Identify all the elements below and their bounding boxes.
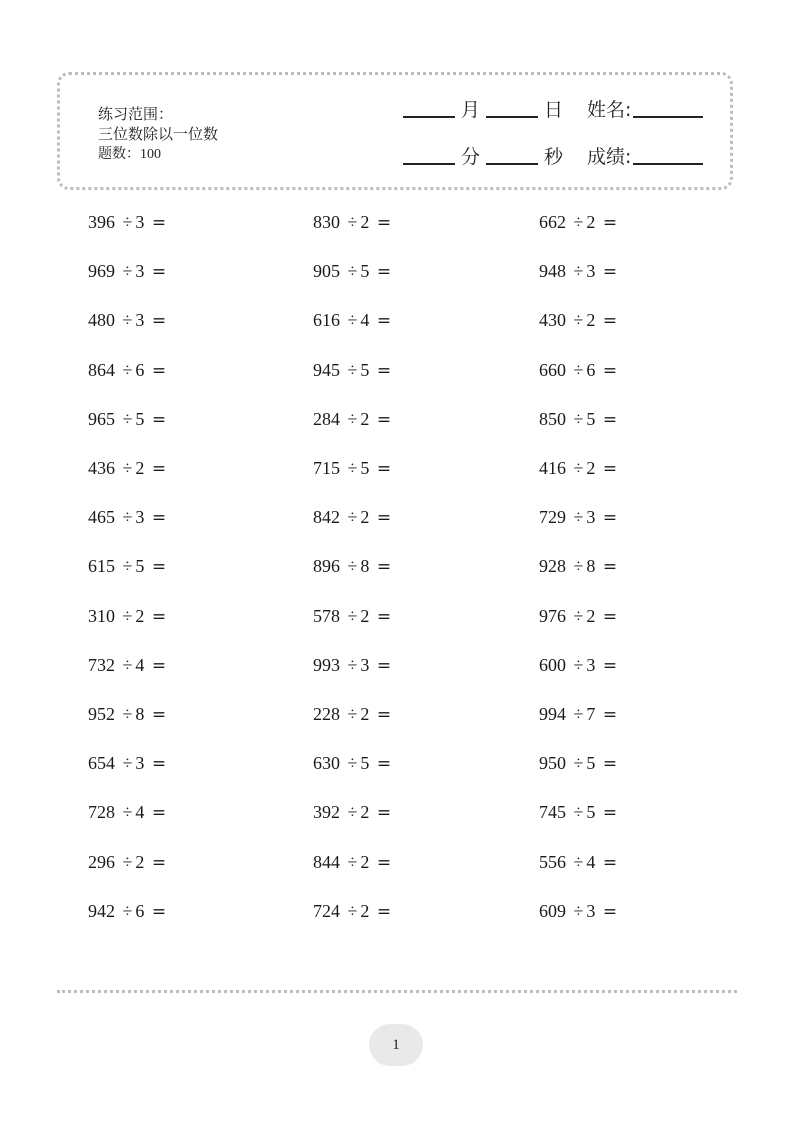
problem-item bbox=[539, 211, 617, 234]
footer-divider bbox=[57, 990, 737, 993]
equals-sign: = bbox=[376, 360, 392, 381]
divisor: 2 bbox=[360, 605, 370, 626]
divisor: 3 bbox=[586, 900, 596, 921]
equals-sign: = bbox=[376, 557, 392, 578]
divisor: 6 bbox=[586, 359, 596, 380]
equals-sign: = bbox=[376, 754, 392, 775]
dividend: 556 bbox=[539, 851, 566, 872]
equals-sign: = bbox=[151, 606, 167, 627]
divisor: 2 bbox=[360, 507, 370, 528]
dividend: 969 bbox=[88, 261, 115, 282]
equals-sign: = bbox=[602, 705, 618, 725]
divisor: 4 bbox=[135, 802, 145, 823]
divisor: 3 bbox=[360, 654, 370, 675]
dividend: 842 bbox=[313, 507, 340, 528]
divide-sign: ÷ bbox=[122, 605, 133, 626]
divisor: 5 bbox=[360, 753, 370, 774]
problem-item bbox=[88, 408, 166, 431]
dividend: 630 bbox=[313, 753, 340, 774]
problem-item bbox=[88, 457, 166, 480]
problem-item bbox=[539, 359, 617, 382]
dividend: 745 bbox=[539, 802, 566, 823]
equals-sign: = bbox=[376, 606, 392, 627]
divisor: 2 bbox=[586, 212, 596, 232]
divide-sign: ÷ bbox=[573, 212, 584, 232]
divisor: 4 bbox=[586, 851, 596, 872]
divisor: 3 bbox=[135, 753, 145, 774]
problem-item bbox=[313, 851, 391, 874]
range-label: 练习范围： bbox=[98, 105, 174, 123]
problem-item bbox=[539, 506, 617, 529]
dividend: 609 bbox=[539, 900, 566, 921]
day-blank[interactable] bbox=[486, 115, 538, 118]
problem-item bbox=[88, 309, 166, 332]
divisor: 3 bbox=[135, 310, 145, 331]
divide-sign: ÷ bbox=[347, 408, 358, 429]
problem-item bbox=[88, 555, 166, 578]
divide-sign: ÷ bbox=[347, 212, 358, 232]
dividend: 965 bbox=[88, 408, 115, 429]
dividend: 392 bbox=[313, 802, 340, 823]
dividend: 896 bbox=[313, 556, 340, 577]
problem-item bbox=[539, 900, 617, 923]
dividend: 436 bbox=[88, 458, 115, 478]
equals-sign: = bbox=[602, 311, 618, 332]
equals-sign: = bbox=[602, 655, 618, 676]
equals-sign: = bbox=[151, 655, 167, 676]
dividend: 844 bbox=[313, 851, 340, 872]
problem-item bbox=[313, 752, 391, 775]
equals-sign: = bbox=[151, 557, 167, 578]
dividend: 310 bbox=[88, 605, 115, 626]
equals-sign: = bbox=[376, 311, 392, 332]
equals-sign: = bbox=[602, 606, 618, 627]
equals-sign: = bbox=[602, 901, 618, 922]
problem-item bbox=[88, 851, 166, 874]
divide-sign: ÷ bbox=[573, 802, 584, 823]
dividend: 662 bbox=[539, 212, 566, 232]
time-score-row bbox=[403, 143, 703, 169]
dividend: 976 bbox=[539, 605, 566, 626]
divide-sign: ÷ bbox=[347, 507, 358, 528]
divide-sign: ÷ bbox=[573, 851, 584, 872]
dividend: 732 bbox=[88, 654, 115, 675]
divisor: 6 bbox=[135, 359, 145, 380]
month-label: 月 bbox=[461, 99, 481, 121]
dividend: 724 bbox=[313, 900, 340, 921]
dividend: 729 bbox=[539, 507, 566, 528]
divisor: 5 bbox=[586, 753, 596, 774]
dividend: 465 bbox=[88, 507, 115, 528]
divide-sign: ÷ bbox=[122, 851, 133, 872]
problem-item bbox=[313, 900, 391, 923]
divide-sign: ÷ bbox=[573, 261, 584, 282]
divisor: 6 bbox=[135, 900, 145, 921]
divisor: 2 bbox=[360, 408, 370, 429]
equals-sign: = bbox=[602, 852, 618, 873]
dividend: 994 bbox=[539, 704, 566, 724]
problem-count bbox=[98, 144, 218, 165]
equals-sign: = bbox=[602, 508, 618, 529]
equals-sign: = bbox=[602, 262, 618, 283]
dividend: 654 bbox=[88, 753, 115, 774]
problem-item bbox=[313, 309, 391, 332]
equals-sign: = bbox=[151, 360, 167, 381]
problem-item bbox=[313, 555, 391, 578]
divide-sign: ÷ bbox=[573, 556, 584, 577]
divisor: 7 bbox=[586, 704, 596, 724]
equals-sign: = bbox=[376, 409, 392, 430]
dividend: 952 bbox=[88, 704, 115, 724]
divide-sign: ÷ bbox=[122, 310, 133, 331]
divide-sign: ÷ bbox=[122, 507, 133, 528]
divisor: 5 bbox=[360, 359, 370, 380]
problem-item bbox=[313, 359, 391, 382]
second-blank[interactable] bbox=[486, 162, 538, 165]
divisor: 2 bbox=[360, 900, 370, 921]
equals-sign: = bbox=[602, 409, 618, 430]
divisor: 2 bbox=[586, 310, 596, 331]
equals-sign: = bbox=[602, 459, 618, 479]
problem-item bbox=[539, 851, 617, 874]
dividend: 480 bbox=[88, 310, 115, 331]
problem-item bbox=[88, 752, 166, 775]
minute-label: 分 bbox=[461, 146, 481, 168]
divide-sign: ÷ bbox=[573, 900, 584, 921]
problem-item bbox=[88, 703, 166, 726]
problem-item bbox=[313, 506, 391, 529]
problem-item bbox=[313, 408, 391, 431]
equals-sign: = bbox=[602, 557, 618, 578]
dividend: 993 bbox=[313, 654, 340, 675]
divisor: 5 bbox=[135, 408, 145, 429]
equals-sign: = bbox=[151, 705, 167, 725]
problem-item bbox=[313, 703, 391, 726]
divide-sign: ÷ bbox=[122, 359, 133, 380]
problem-item bbox=[313, 654, 391, 677]
divide-sign: ÷ bbox=[573, 310, 584, 331]
divisor: 2 bbox=[360, 802, 370, 823]
divisor: 8 bbox=[135, 704, 145, 724]
problem-item bbox=[313, 260, 391, 283]
problem-item bbox=[539, 457, 617, 480]
divide-sign: ÷ bbox=[122, 458, 133, 478]
divisor: 3 bbox=[135, 212, 145, 232]
divide-sign: ÷ bbox=[122, 408, 133, 429]
divide-sign: ÷ bbox=[347, 654, 358, 675]
divisor: 4 bbox=[135, 654, 145, 675]
dividend: 850 bbox=[539, 408, 566, 429]
divide-sign: ÷ bbox=[122, 212, 133, 232]
equals-sign: = bbox=[376, 655, 392, 676]
divisor: 3 bbox=[586, 654, 596, 675]
divide-sign: ÷ bbox=[347, 359, 358, 380]
problem-item bbox=[539, 408, 617, 431]
page-number-badge bbox=[369, 1024, 423, 1066]
problem-item bbox=[539, 605, 617, 628]
problem-item bbox=[313, 457, 391, 480]
divide-sign: ÷ bbox=[122, 261, 133, 282]
dividend: 296 bbox=[88, 851, 115, 872]
equals-sign: = bbox=[376, 803, 392, 824]
problem-item bbox=[539, 801, 617, 824]
second-label: 秒 bbox=[544, 146, 564, 168]
problem-item bbox=[88, 605, 166, 628]
count-label: 题数： bbox=[98, 146, 140, 162]
problem-item bbox=[88, 359, 166, 382]
dividend: 616 bbox=[313, 310, 340, 331]
divide-sign: ÷ bbox=[122, 556, 133, 577]
equals-sign: = bbox=[376, 508, 392, 529]
range-value: 三位数除以一位数 bbox=[98, 125, 219, 143]
divide-sign: ÷ bbox=[122, 900, 133, 921]
problem-item bbox=[88, 506, 166, 529]
date-name-row bbox=[403, 96, 703, 122]
divide-sign: ÷ bbox=[573, 654, 584, 675]
divisor: 2 bbox=[586, 458, 596, 478]
equals-sign: = bbox=[376, 459, 392, 479]
divisor: 8 bbox=[586, 556, 596, 577]
equals-sign: = bbox=[376, 852, 392, 873]
divisor: 2 bbox=[135, 458, 145, 478]
divide-sign: ÷ bbox=[573, 458, 584, 478]
divisor: 2 bbox=[360, 212, 370, 232]
equals-sign: = bbox=[151, 901, 167, 922]
dividend: 615 bbox=[88, 556, 115, 577]
divisor: 2 bbox=[135, 851, 145, 872]
divisor: 3 bbox=[135, 261, 145, 282]
dividend: 830 bbox=[313, 212, 340, 232]
dividend: 228 bbox=[313, 704, 340, 724]
score-blank[interactable] bbox=[633, 162, 703, 165]
dividend: 948 bbox=[539, 261, 566, 282]
page-number: 1 bbox=[392, 1036, 400, 1053]
problem-item bbox=[88, 801, 166, 824]
equals-sign: = bbox=[602, 754, 618, 775]
problem-item bbox=[313, 801, 391, 824]
month-blank[interactable] bbox=[403, 115, 455, 118]
equals-sign: = bbox=[376, 262, 392, 283]
divide-sign: ÷ bbox=[573, 704, 584, 724]
equals-sign: = bbox=[151, 262, 167, 283]
dividend: 864 bbox=[88, 359, 115, 380]
equals-sign: = bbox=[376, 213, 392, 233]
dividend: 660 bbox=[539, 359, 566, 380]
worksheet-info bbox=[98, 104, 218, 165]
divisor: 3 bbox=[586, 507, 596, 528]
divide-sign: ÷ bbox=[573, 359, 584, 380]
problem-item bbox=[88, 211, 166, 234]
divisor: 5 bbox=[586, 802, 596, 823]
divide-sign: ÷ bbox=[122, 802, 133, 823]
equals-sign: = bbox=[376, 705, 392, 725]
dividend: 600 bbox=[539, 654, 566, 675]
dividend: 578 bbox=[313, 605, 340, 626]
name-label: 姓名: bbox=[587, 99, 632, 121]
divide-sign: ÷ bbox=[347, 556, 358, 577]
problem-item bbox=[539, 309, 617, 332]
divisor: 3 bbox=[586, 261, 596, 282]
equals-sign: = bbox=[151, 754, 167, 775]
divisor: 5 bbox=[360, 261, 370, 282]
equals-sign: = bbox=[151, 852, 167, 873]
name-blank[interactable] bbox=[633, 115, 703, 118]
problem-item bbox=[539, 260, 617, 283]
divide-sign: ÷ bbox=[347, 900, 358, 921]
problem-item bbox=[313, 605, 391, 628]
divide-sign: ÷ bbox=[347, 261, 358, 282]
divide-sign: ÷ bbox=[573, 507, 584, 528]
problem-item bbox=[539, 703, 617, 726]
problem-item bbox=[539, 654, 617, 677]
dividend: 905 bbox=[313, 261, 340, 282]
dividend: 430 bbox=[539, 310, 566, 331]
divisor: 2 bbox=[360, 851, 370, 872]
equals-sign: = bbox=[151, 409, 167, 430]
problem-item bbox=[88, 260, 166, 283]
divide-sign: ÷ bbox=[347, 753, 358, 774]
problem-item bbox=[539, 752, 617, 775]
divisor: 5 bbox=[135, 556, 145, 577]
dividend: 928 bbox=[539, 556, 566, 577]
divisor: 5 bbox=[586, 408, 596, 429]
divisor: 8 bbox=[360, 556, 370, 577]
divide-sign: ÷ bbox=[347, 458, 358, 478]
equals-sign: = bbox=[376, 901, 392, 922]
dividend: 284 bbox=[313, 408, 340, 429]
score-label: 成绩: bbox=[587, 146, 632, 168]
divide-sign: ÷ bbox=[573, 753, 584, 774]
day-label: 日 bbox=[544, 99, 564, 121]
dividend: 945 bbox=[313, 359, 340, 380]
divide-sign: ÷ bbox=[347, 704, 358, 724]
divisor: 2 bbox=[360, 704, 370, 724]
equals-sign: = bbox=[602, 803, 618, 824]
count-value: 100 bbox=[140, 147, 161, 162]
divide-sign: ÷ bbox=[347, 310, 358, 331]
divide-sign: ÷ bbox=[347, 802, 358, 823]
divide-sign: ÷ bbox=[347, 851, 358, 872]
equals-sign: = bbox=[602, 360, 618, 381]
problem-item bbox=[539, 555, 617, 578]
divide-sign: ÷ bbox=[122, 753, 133, 774]
equals-sign: = bbox=[151, 213, 167, 233]
divide-sign: ÷ bbox=[573, 408, 584, 429]
problem-item bbox=[313, 211, 391, 234]
dividend: 715 bbox=[313, 458, 340, 478]
divide-sign: ÷ bbox=[122, 704, 133, 724]
minute-blank[interactable] bbox=[403, 162, 455, 165]
dividend: 416 bbox=[539, 458, 566, 478]
divisor: 5 bbox=[360, 458, 370, 478]
equals-sign: = bbox=[151, 508, 167, 529]
divisor: 2 bbox=[135, 605, 145, 626]
equals-sign: = bbox=[151, 459, 167, 479]
problem-item bbox=[88, 900, 166, 923]
divide-sign: ÷ bbox=[573, 605, 584, 626]
equals-sign: = bbox=[151, 803, 167, 824]
divisor: 4 bbox=[360, 310, 370, 331]
equals-sign: = bbox=[151, 311, 167, 332]
dividend: 942 bbox=[88, 900, 115, 921]
equals-sign: = bbox=[602, 213, 618, 233]
divide-sign: ÷ bbox=[347, 605, 358, 626]
problem-item bbox=[88, 654, 166, 677]
dividend: 728 bbox=[88, 802, 115, 823]
divide-sign: ÷ bbox=[122, 654, 133, 675]
dividend: 396 bbox=[88, 212, 115, 232]
divisor: 3 bbox=[135, 507, 145, 528]
divisor: 2 bbox=[586, 605, 596, 626]
dividend: 950 bbox=[539, 753, 566, 774]
